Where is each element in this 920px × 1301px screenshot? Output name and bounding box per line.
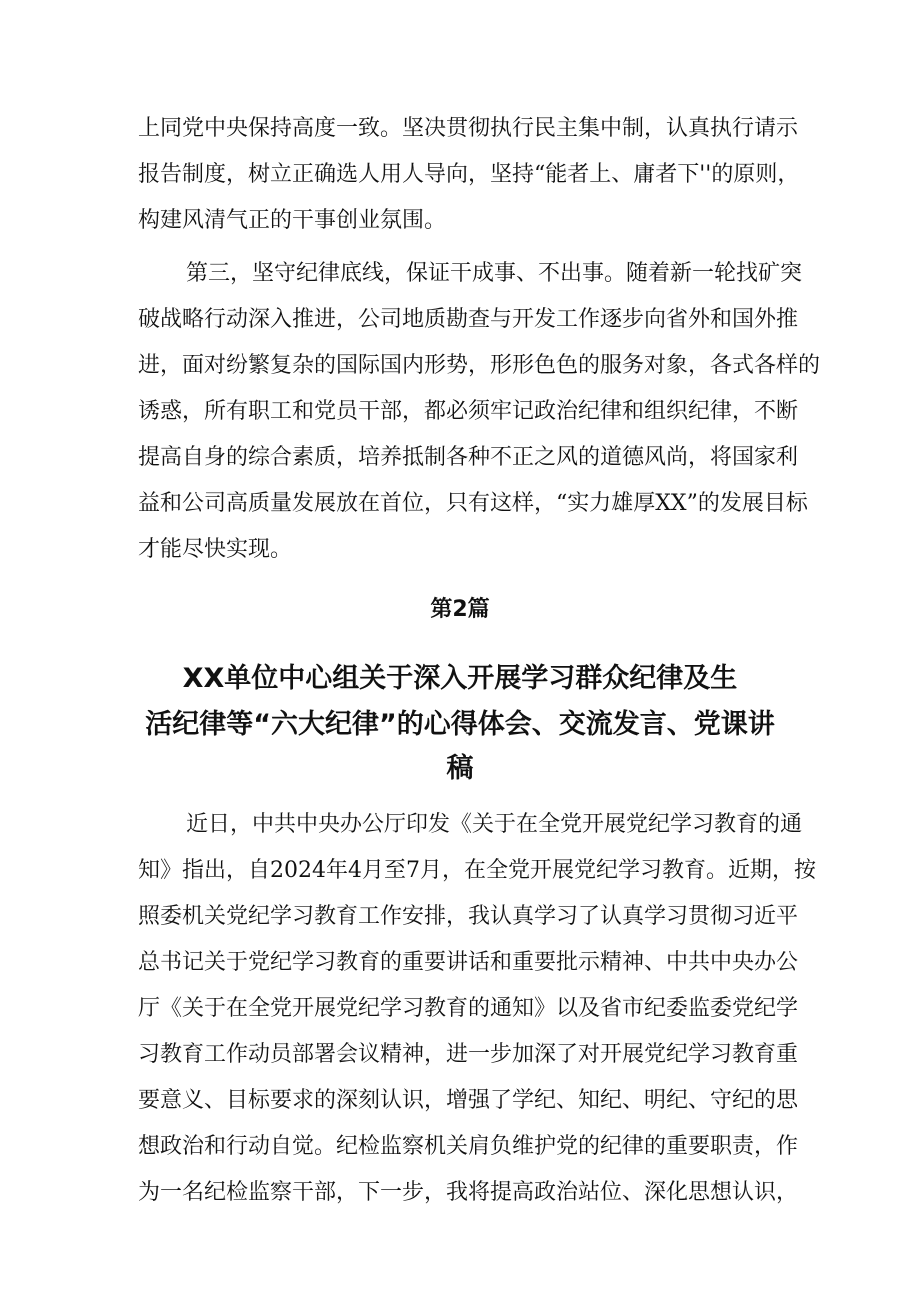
paragraph-line: 第三，坚守纪律底线，保证干成事、不出事。随着新一轮找矿突	[186, 261, 803, 286]
paragraph-line: 近日，中共中央办公厅印发《关于在全党开展党纪学习教育的通	[186, 812, 803, 837]
paragraph-line: 为一名纪检监察干部，下一步，我将提高政治站位、深化思想认识，	[138, 1180, 799, 1205]
paragraph-line: 构建风清气正的干事创业氛围。	[138, 208, 447, 233]
paragraph-line: 才能尽快实现。	[138, 537, 293, 562]
article-title-line: 活纪律等“六大纪律”的心得体会、交流发言、党课讲	[145, 709, 775, 740]
article-title-line: 稿	[446, 753, 474, 784]
paragraph-line: 破战略行动深入推进，公司地质勘查与开发工作逐步向省外和国外推	[138, 307, 799, 332]
paragraph-line: 诱惑，所有职工和党员干部，都必须牢记政治纪律和组织纪律，不断	[138, 399, 799, 424]
paragraph-line: 想政治和行动自觉。纪检监察机关肩负维护党的纪律的重要职责，作	[138, 1134, 799, 1159]
article-title-line: XX单位中心组关于深入开展学习群众纪律及生	[182, 663, 738, 694]
section-label: 第2篇	[430, 597, 490, 622]
paragraph-line: 厅《关于在全党开展党纪学习教育的通知》以及省市纪委监委党纪学	[138, 996, 799, 1021]
paragraph-line: 照委机关党纪学习教育工作安排，我认真学习了认真学习贯彻习近平	[138, 904, 799, 929]
paragraph-line: 上同党中央保持高度一致。坚决贯彻执行民主集中制，认真执行请示	[138, 116, 799, 141]
paragraph-line: 报告制度，树立正确选人用人导向，坚持“能者上、庸者下''的原则，	[138, 162, 800, 187]
paragraph-line: 总书记关于党纪学习教育的重要讲话和重要批示精神、中共中央办公	[138, 950, 799, 975]
paragraph-line: 要意义、目标要求的深刻认识，增强了学纪、知纪、明纪、守纪的思	[138, 1088, 799, 1113]
paragraph-line: 进，面对纷繁复杂的国际国内形势，形形色色的服务对象，各式各样的	[138, 353, 821, 378]
paragraph-line: 益和公司高质量发展放在首位，只有这样，“实力雄厚XX”的发展目标	[138, 491, 808, 516]
paragraph-line: 知》指出，自2024年4月至7月，在全党开展党纪学习教育。近期，按	[138, 858, 816, 883]
paragraph-line: 习教育工作动员部署会议精神，进一步加深了对开展党纪学习教育重	[138, 1042, 799, 1067]
paragraph-line: 提高自身的综合素质，培养抵制各种不正之风的道德风尚，将国家利	[138, 445, 799, 470]
